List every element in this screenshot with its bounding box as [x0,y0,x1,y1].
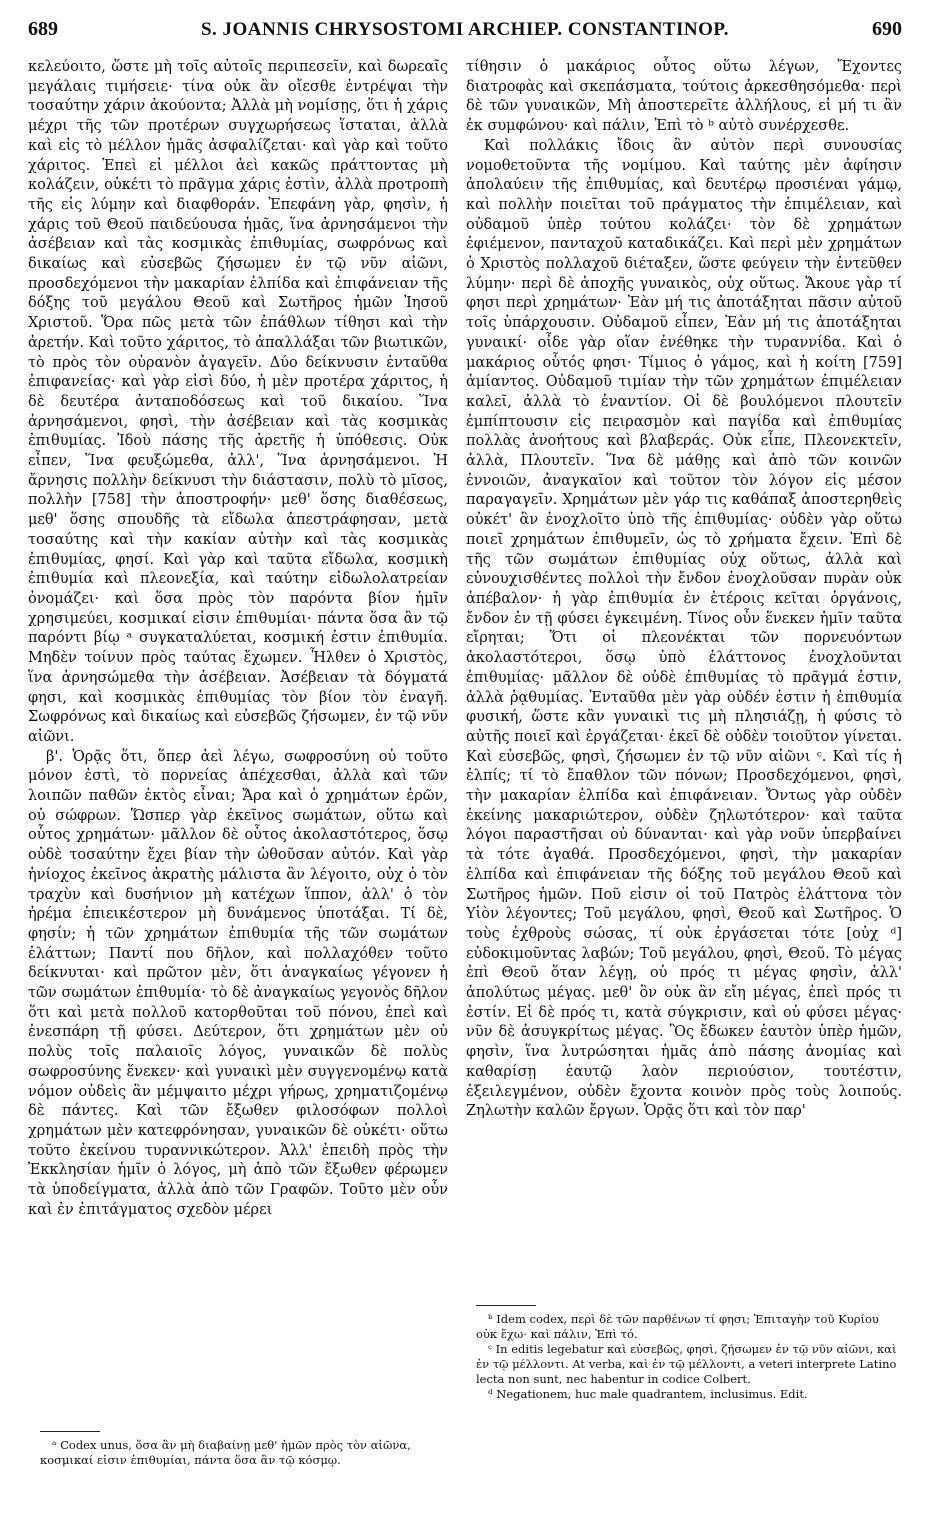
paragraph: β'. Ὁρᾷς ὅτι, ὅπερ ἀεὶ λέγω, σωφροσύνη οὐ τοῦτο μόνον ἐστὶ, τὸ πορνείας ἀπέχεσθαι, ἀλλὰ καὶ τῶν λοιπῶν παθῶν ἐκτὸς εἶναι; Ἄρα καὶ ὁ χρημάτων ἐρῶν, οὐ σώφρων. Ὥσπερ γὰρ ἐκεῖνος σωμάτων, οὕτω καὶ οὗτος χρημάτων· μᾶλλον δὲ οὗτος ἀκολαστότερος, ὅσῳ οὐδὲ τοσαύτην ἔχει βίαν τὴν ὠθοῦσαν αὐτόν. Καὶ γὰρ ἡνίοχος ἐκεῖνος ἀκρατὴς μάλιστα ἂν λέγοιτο, οὐχ ὁ τὸν τραχὺν καὶ δυσήνιον μὴ κατέχων ἵππον, ἀλλ' ὁ τὸν ἠρέμα ἐπιεικέστερον μὴ δυνάμενος ὑποτάξαι. Τί δὲ, φησίν; ἡ τῶν χρημάτων ἐπιθυμία τῆς τῶν σωμάτων ἐλάττων; Παντί που δῆλον, καὶ πολλαχόθεν τοῦτο δείκνυται· καὶ πρῶτον μὲν, ὅτι ἀναγκαίως γέγονεν ἡ τῶν σωμάτων ἐπιθυμία· τὸ δὲ ἀναγκαίως γεγονὸς δῆλον ὅτι καὶ μετὰ πολλοῦ κατορθοῦται τοῦ πόνου, ἐπεὶ καὶ ἐνεσπάρη τῇ φύσει. Δεύτερον, ὅτι χρημάτων μὲν οὐ πολὺς τοῖς παλαιοῖς λόγος, γυναικῶν δὲ πολὺς σωφροσύνης ἕνεκεν· καὶ γυναικὶ μὲν συγγενομένῳ κατὰ νόμον οὐδεὶς ἂν μέμψαιτο μέχρι γήρως, χρηματιζομένῳ δὲ πάντες. Καὶ τῶν ἔξωθεν φιλοσόφων πολλοὶ χρημάτων μὲν κατεφρόνησαν, γυναικῶν δὲ οὐκέτι· οὕτω τοῦτο ἐκείνου τυραννικώτερον. Ἀλλ' ἐπειδὴ πρὸς τὴν Ἐκκλησίαν ἡμῖν ὁ λόγος, μὴ ἀπὸ τῶν ἔξωθεν φέρωμεν τὰ ὑποδείγματα, ἀλλὰ ἀπὸ τῶν Γραφῶν. Τοῦτο μὲν οὖν καὶ ἐν ἐπιτάγματος σχεδὸν μέρει [28,748,448,1218]
footnote: ᵇ Idem codex, περὶ δὲ τῶν παρθένων τί φησι; Ἐπιταγὴν τοῦ Κυρίου οὐκ ἔχω· καὶ πάλιν, Ἐπὶ τό. [476,1312,879,1341]
paragraph: κελεύοιτο, ὥστε μὴ τοῖς αὐτοῖς περιπεσεῖν, καὶ δωρεαῖς μεγάλαις τιμήσειε· τίνα οὐκ ἂν οἴεσθε ἐντρέψαι τὴν τοσαύτην χάριν ἀκούοντα; Ἀλλὰ μὴ νομίσῃς, ὅτι ἡ χάρις μέχρι τῆς τῶν προτέρων συγχωρήσεως ἵσταται, ἀλλὰ καὶ εἰς τὸ μέλλον ἡμᾶς ἀσφαλίζεται· καὶ γὰρ καὶ τοῦτο χάριτος. Ἐπεὶ εἰ μέλλοι ἀεὶ κακῶς πράττοντας μὴ κολάζειν, οὐκέτι τὸ πρᾶγμα χάρις ἐστὶν, ἀλλὰ προτροπὴ τῆς εἰς λύμην καὶ διαφθοράν. Ἐπεφάνη γὰρ, φησὶν, ἡ χάρις τοῦ Θεοῦ παιδεύουσα ἡμᾶς, ἵνα ἀρνησάμενοι τὴν ἀσέβειαν καὶ τὰς κοσμικὰς ἐπιθυμίας, σωφρόνως καὶ δικαίως καὶ εὐσεβῶς ζήσωμεν ἐν τῷ νῦν αἰῶνι, προσδεχόμενοι τὴν μακαρίαν ἐλπίδα καὶ ἐπιφάνειαν τῆς δόξης τοῦ μεγάλου Θεοῦ καὶ Σωτῆρος ἡμῶν Ἰησοῦ Χριστοῦ. Ὅρα πῶς μετὰ τῶν ἐπάθλων τίθησι καὶ τὴν ἀρετήν. Καὶ τοῦτο χάριτος, τὸ ἀπαλλάξαι τῶν βιωτικῶν, τὸ πρὸς τὸν οὐρανὸν ἀγαγεῖν. Δύο δείκνυσιν ἐνταῦθα ἐπιφανείας· καὶ γὰρ εἰσὶ δύο, ἡ μὲν προτέρα χάριτος, ἡ δὲ δευτέρα ἀνταποδόσεως καὶ τοῦ δικαίου. Ἵνα ἀρνησάμενοι, φησὶ, τὴν ἀσέβειαν καὶ τὰς κοσμικὰς ἐπιθυμίας. Ἰδοὺ πάσης τῆς ἀρετῆς ἡ ὑπόθεσις. Οὐκ εἶπεν, Ἵνα φευξώμεθα, ἀλλ', Ἵνα ἀρνησάμενοι. Ἡ ἄρνησις πολλὴν δείκνυσι τὴν διάστασιν, πολὺ τὸ μῖσος, πολλὴν [758] τὴν ἀποστροφήν· μεθ' ὅσης διαθέσεως, μεθ' ὅσης σπουδῆς τὰ εἴδωλα ἀπεστράφησαν, μετὰ τοσαύτης καὶ τὴν κακίαν αὐτὴν καὶ τὰς κοσμικὰς ἐπιθυμίας, φησί. Καὶ γὰρ καὶ ταῦτα εἴδωλα, κοσμικὴ ἐπιθυμία καὶ πλεονεξία, καὶ ταύτην εἰδωλολατρείαν ὀνομάζει· καὶ ὅσα πρὸς τὸν παρόντα βίον ἡμῖν χρησιμεύει, κοσμικαί εἰσιν ἐπιθυμίαι· πάντα ὅσα ἂν τῷ παρόντι βίῳ ᵃ συγκαταλύεται, κοσμική ἐστιν ἐπιθυμία. Μηδὲν τοίνυν πρὸς ταύτας ἔχωμεν. Ἦλθεν ὁ Χριστὸς, ἵνα ἀρνησώμεθα τὴν ἀσέβειαν. Ἀσέβειαν τὰ δόγματά φησι, καὶ κοσμικὰς ἐπιθυμίας τὸν βίον τὸν ἐναγῆ. Σωφρόνως καὶ δικαίως καὶ εὐσεβῶς ζήσωμεν, ἐν τῷ νῦν αἰῶνι. [28,59,448,745]
paragraph: Καὶ πολλάκις ἴδοις ἂν αὐτὸν περὶ συνουσίας νομοθετοῦντα τῆς νομίμου. Καὶ ταύτης μὲν ἀφίησιν ἀπολαύειν τῆς ἐπιθυμίας, καὶ δευτέρῳ προσιέναι γάμῳ, καὶ πολλὴν ποιεῖται τοῦ πράγματος τὴν ἐπιμέλειαν, καὶ οὐδαμοῦ ὑπὲρ τούτου κολάζει· τὸν δὲ χρημάτων ἐφιέμενον, πανταχοῦ καταδικάζει. Καὶ περὶ μὲν χρημάτων ὁ Χριστὸς πολλαχοῦ διέταξεν, ὥστε φεύγειν τὴν ἐντεῦθεν λύμην· περὶ δὲ ἀποχῆς γυναικὸς, οὐχ οὕτως. Ἄκουε γὰρ τί φησι περὶ χρημάτων· Ἐὰν μή τις ἀποτάξηται πᾶσιν αὐτοῦ τοῖς ὑπάρχουσιν. Οὐδαμοῦ εἶπεν, Ἐὰν μή τις ἀποτάξηται γυναικί· οἶδε γὰρ οἵαν ἐνέθηκε τὴν τυραννίδα. Καὶ ὁ μακάριος οὗτός φησι· Τίμιος ὁ γάμος, καὶ ἡ κοίτη [759] ἀμίαντος. Οὐδαμοῦ τιμίαν τὴν τῶν χρημάτων ἐπιμέλειαν καλεῖ, ἀλλὰ τὸ ἐναντίον. Οἱ δὲ βουλόμενοι πλουτεῖν ἐμπίπτουσιν εἰς πειρασμὸν καὶ παγίδα καὶ ἐπιθυμίας πολλὰς ἀνοήτους καὶ βλαβεράς. Οὐκ εἶπε, Πλεονεκτεῖν, ἀλλὰ, Πλουτεῖν. Ἵνα δὲ μάθῃς καὶ ἀπὸ τῶν κοινῶν ἐννοιῶν, ἀναγκαῖον καὶ τοῦτον τὸν λόγον εἰς μέσον παραγαγεῖν. Χρημάτων μὲν γάρ τις καθάπαξ ἀποστερηθεὶς οὐκέτ' ἂν ἐνοχλοῖτο ὑπὸ τῆς ἐπιθυμίας· οὐδὲν γὰρ οὕτω ποιεῖ χρημάτων ἐπιθυμεῖν, ὡς τὸ χρήματα ἔχειν. Ἐπὶ δὲ τῆς τῶν σωμάτων ἐπιθυμίας οὐχ οὕτως, ἀλλὰ καὶ εὐνουχισθέντες πολλοὶ τὴν ἔνδον ἐνοχλοῦσαν πυρὰν οὐκ ἀπέβαλον· ἡ γὰρ ἐπιθυμία ἐν ἑτέροις κεῖται ὀργάνοις, ἔνδον ἐν τῇ φύσει ἐγκειμένη. Τίνος οὖν ἕνεκεν ἡμῖν ταῦτα εἴρηται; Ὅτι οἱ πλεονέκται τῶν πορνευόντων ἀκολαστότεροι, ὅσῳ ὑπὸ ἐλάττονος ἐνοχλοῦνται ἐπιθυμίας· μᾶλλον δὲ οὐδὲ ἐπιθυμίας τὸ πρᾶγμά ἐστιν, ἀλλὰ ῥᾳθυμίας. Ἐνταῦθα μὲν γὰρ οὐδέν ἐστιν ἡ ἐπιθυμία φυσική, ὥστε κἂν γυναικὶ τις μὴ πλησιάζῃ, ἡ φύσις τὸ αὐτῆς ποιεῖ καὶ ἐργάζεται· ἐκεῖ δὲ οὐδὲν τοιοῦτον γίνεται. Καὶ εὐσεβῶς, φησὶ, ζήσωμεν ἐν τῷ νῦν αἰῶνι ᶜ. Καὶ τίς ἡ ἐλπίς; τί τὸ ἔπαθλον τῶν πόνων; Προσδεχόμενοι, φησὶ, τὴν μακαρίαν ἐλπίδα καὶ ἐπιφάνειαν. Ὄντως γὰρ οὐδὲν ἐκείνης μακαριώτερον, οὐδὲν ζηλωτότερον· καὶ ταῦτα λόγοι παραστῆσαι οὐ δύνανται· καὶ γὰρ νοῦν ὑπερβαίνει τὰ τότε ἀγαθά. Προσδεχόμενοι, φησὶ, τὴν μακαρίαν ἐλπίδα καὶ ἐπιφάνειαν τῆς δόξης τοῦ μεγάλου Θεοῦ καὶ Σωτῆρος ἡμῶν. Ποῦ εἰσιν οἱ τοῦ Πατρὸς ἐλάττονα τὸν Υἱὸν λέγοντες; Τοῦ μεγάλου, φησὶ, Θεοῦ καὶ Σωτῆρος. Ὁ τοὺς ἐχθροὺς σώσας, τί οὐκ ἐργάσεται τότε [οὐχ ᵈ] εὐδοκιμοῦντας λαβών; Τοῦ μεγάλου, φησὶ, Θεοῦ. Τὸ μέγας ἐπὶ Θεοῦ ὅταν λέγῃ, οὐ πρός τι μέγας φησὶν, ἀλλ' ἀπολύτως μέγας. μεθ' ὃν οὐκ ἂν εἴη μέγας, ἐπεὶ πρός τι ἐστίν. Εἰ δὲ πρός τι, κατὰ σύγκρισιν, καὶ οὐ φύσει μέγας· νῦν δὲ ἀσυγκρίτως μέγας. Ὃς ἔδωκεν ἑαυτὸν ὑπὲρ ἡμῶν, φησὶν, ἵνα λυτρώσηται ἡμᾶς ἀπὸ πάσης ἀνομίας καὶ καθαρίσῃ ἑαυτῷ λαὸν περιούσιον, τουτέστιν, ἐξειλεγμένον, οὐδὲν ἔχοντα κοινὸν πρὸς τοὺς λοιπούς. Ζηλωτὴν καλῶν ἔργων. Ὁρᾷς ὅτι καὶ τὸν παρ' [466,137,902,1120]
running-title: S. JOANNIS CHRYSOSTOMI ARCHIEP. CONSTANTINOP. [200,19,730,40]
footnote: ᵃ Codex unus, ὅσα ἂν μὴ διαβαίνῃ μεθ' ἡμῶν πρὸς τὸν αἰῶνα, κοσμικαί εἰσιν ἐπιθυμίαι, πάντα ὅσα ἂν τῷ κόσμῳ. [40,1438,411,1467]
footnotes-right [476,1312,902,1402]
page-number-right: 690 [872,18,902,40]
footnotes-left [40,1438,448,1468]
page-header [28,18,902,48]
right-column [466,58,902,1122]
left-column [28,58,448,1220]
footnote: ᶜ In editis legebatur καὶ εὐσεβῶς, φησὶ, ζήσωμεν ἐν τῷ νῦν αἰῶνι, καὶ ἐν τῷ μέλλοντι. At verba, καὶ ἐν τῷ μέλλοντι, a veteri interprete Latino lecta non sunt, nec habentur in codice Colbert. [476,1342,897,1386]
paragraph: τίθησιν ὁ μακάριος οὗτος οὕτω λέγων, Ἔχοντες διατροφὰς καὶ σκεπάσματα, τούτοις ἀρκεσθησόμεθα· περὶ δὲ τῶν γυναικῶν, Μὴ ἀποστερεῖτε ἀλλήλους, εἰ μή τι ἂν ἐκ συμφώνου· καὶ πάλιν, Ἐπὶ τὸ ᵇ αὐτὸ συνέρχεσθε. [466,59,902,135]
footnote-rule [40,1431,100,1432]
page-number-left: 689 [28,18,58,40]
footnote-rule [476,1305,536,1306]
footnote: ᵈ Negationem, huc male quadrantem, inclusimus. Edit. [488,1387,808,1401]
